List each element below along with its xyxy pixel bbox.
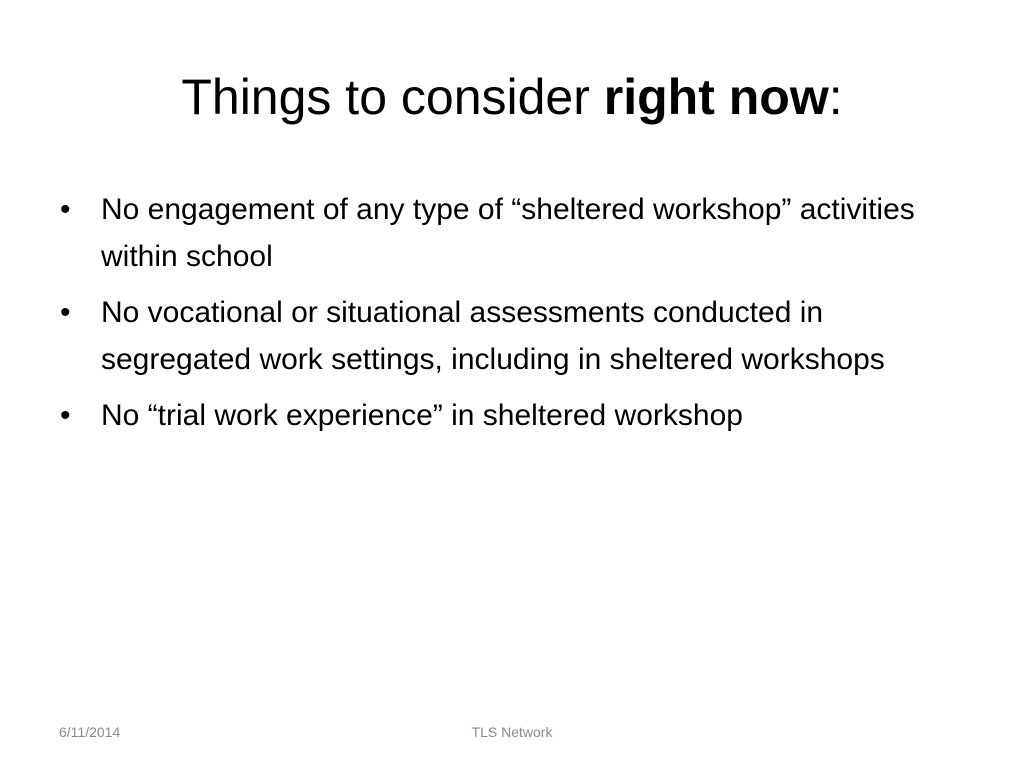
bullet-text: No engagement of any type of “sheltered workshop” activities within school — [101, 193, 915, 273]
footer-date: 6/11/2014 — [59, 724, 121, 740]
bullet-text: No “trial work experience” in sheltered workshop — [101, 399, 743, 432]
bullet-list — [60, 186, 960, 448]
bullet-marker: • — [60, 296, 71, 329]
bullet-marker: • — [60, 399, 71, 432]
bullet-item — [60, 186, 960, 280]
bullet-item — [60, 392, 960, 439]
title-suffix: : — [828, 69, 843, 125]
slide-title — [0, 62, 1024, 132]
bullet-marker: • — [60, 193, 71, 226]
bullet-item — [60, 289, 960, 383]
footer-center-text: TLS Network — [471, 724, 553, 740]
title-emphasis: right now — [603, 69, 829, 125]
title-prefix: Things to consider — [181, 69, 604, 125]
bullet-text: No vocational or situational assessments conducted in segregated work settings, including in sheltered workshops — [101, 296, 885, 376]
